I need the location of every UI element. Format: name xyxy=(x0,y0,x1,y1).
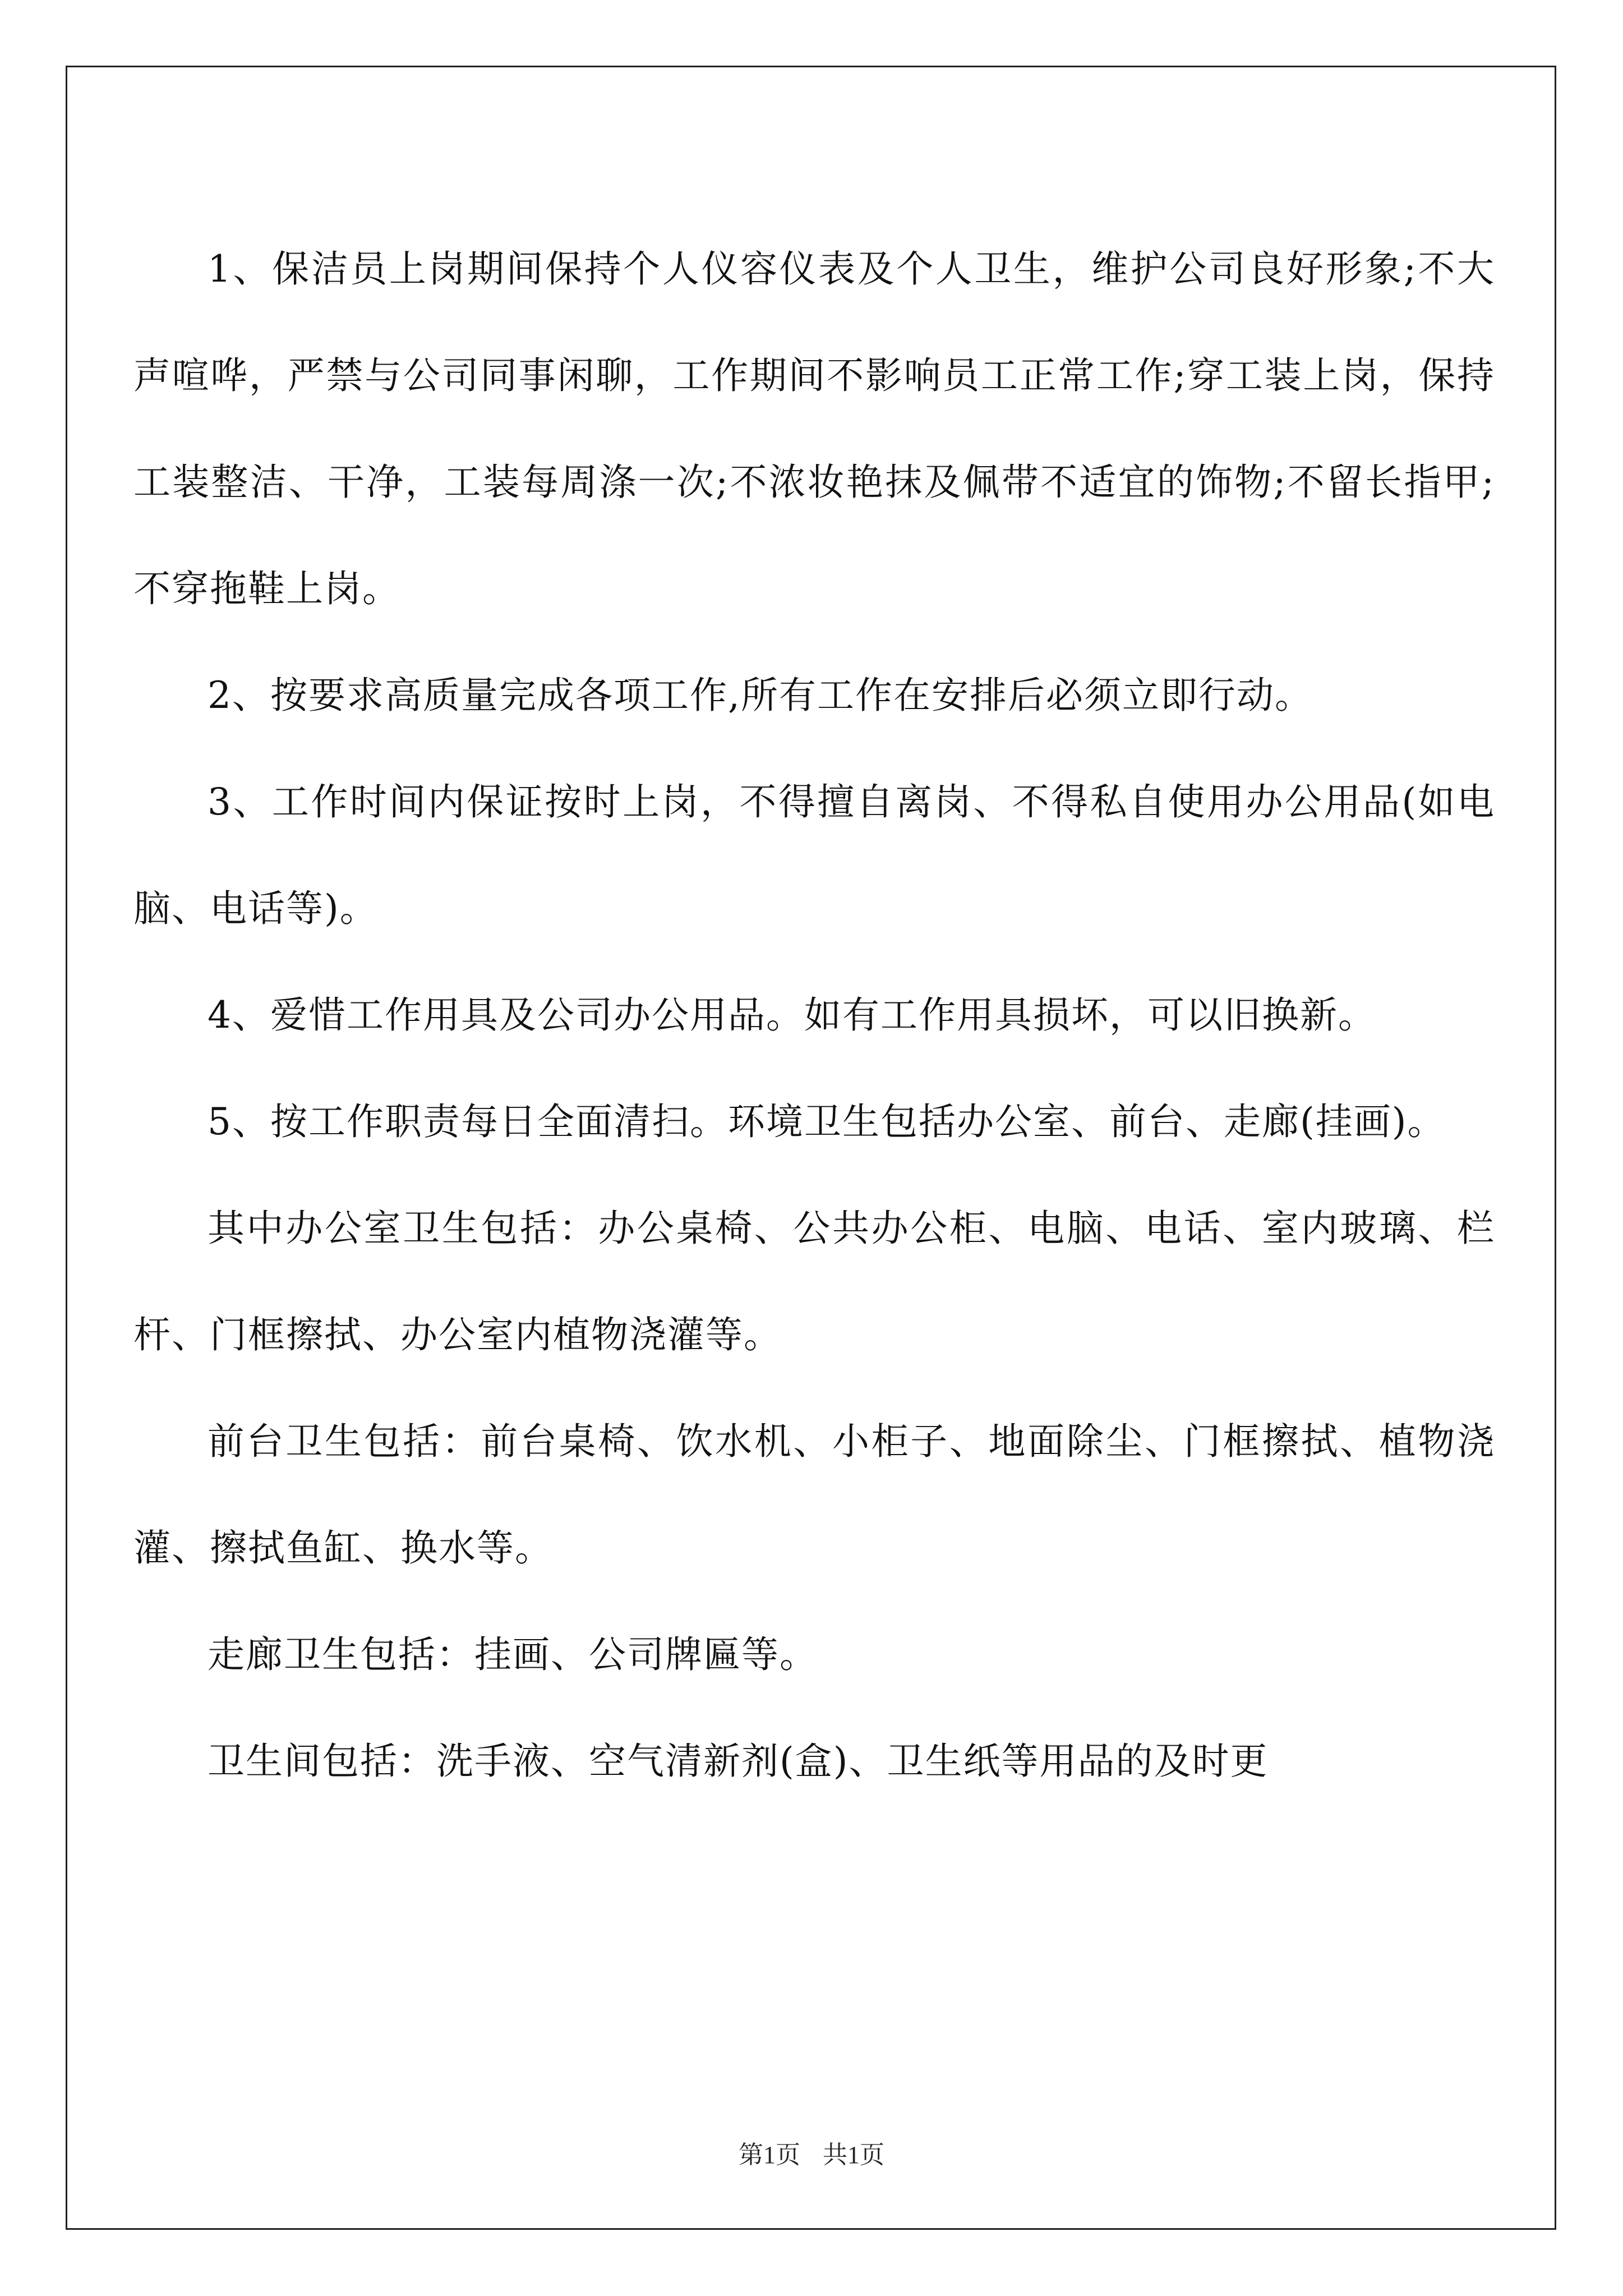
paragraph-restroom: 卫生间包括：洗手液、空气清新剂(盒)、卫生纸等用品的及时更 xyxy=(208,1740,1269,1783)
page-number-total: 共1页 xyxy=(823,2141,884,2169)
paragraph-office: 其中办公室卫生包括：办公桌椅、公共办公柜、电脑、电话、室内玻璃、栏杆、门框擦拭、办公室内植物浇灌等。 xyxy=(133,1207,1495,1356)
paragraph-1: 1、保洁员上岗期间保持个人仪容仪表及个人卫生，维护公司良好形象;不大声喧哗，严禁与公司同事闲聊，工作期间不影响员工正常工作;穿工装上岗，保持工装整洁、干净，工装每周涤一次;不浓妆艳抹及佩带不适宜的饰物;不留长指甲;不穿拖鞋上岗。 xyxy=(133,247,1495,610)
paragraph-front-desk: 前台卫生包括：前台桌椅、饮水机、小柜子、地面除尘、门框擦拭、植物浇灌、擦拭鱼缸、换水等。 xyxy=(133,1420,1495,1570)
paragraph-3: 3、工作时间内保证按时上岗，不得擅自离岗、不得私自使用办公用品(如电脑、电话等)。 xyxy=(133,780,1495,930)
page-footer xyxy=(0,2138,1623,2172)
document-body xyxy=(133,216,1495,1815)
paragraph-5: 5、按工作职责每日全面清扫。环境卫生包括办公室、前台、走廊(挂画)。 xyxy=(208,1100,1446,1143)
page-number-current: 第1页 xyxy=(739,2141,800,2169)
paragraph-4: 4、爱惜工作用具及公司办公用品。如有工作用具损坏，可以旧换新。 xyxy=(208,993,1376,1037)
paragraph-corridor: 走廊卫生包括：挂画、公司牌匾等。 xyxy=(208,1633,818,1676)
paragraph-2: 2、按要求高质量完成各项工作,所有工作在安排后必须立即行动。 xyxy=(208,674,1313,717)
